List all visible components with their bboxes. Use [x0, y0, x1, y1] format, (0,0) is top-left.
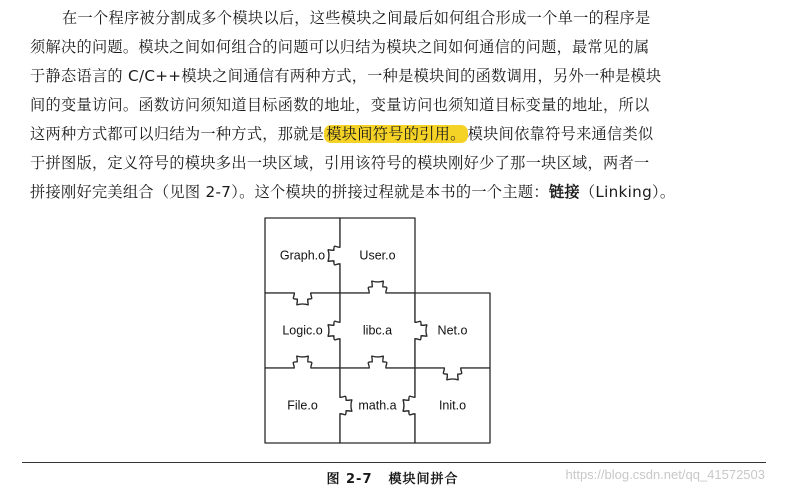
paragraph-line-7-start: 拼接刚好完美组合（见图 2-7）。这个模块的拼接过程就是本书的一个主题： [30, 183, 549, 201]
puzzle-piece-label: File.o [287, 398, 318, 413]
puzzle-piece-label: Net.o [437, 323, 468, 338]
paragraph-line-7-end: （Linking）。 [579, 183, 676, 201]
puzzle-piece-label: libc.a [362, 323, 393, 338]
caption-number: 图 2-7 [326, 472, 373, 487]
puzzle-piece-label: Init.o [438, 398, 467, 413]
watermark: https://blog.csdn.net/qq_41572503 [565, 467, 765, 482]
caption-rule [22, 462, 766, 463]
puzzle-piece-label: Graph.o [279, 248, 326, 263]
puzzle-piece-label: Logic.o [282, 323, 323, 338]
paragraph-line-5-end: 模块间依靠符号来通信类似 [467, 125, 654, 143]
paragraph-line-2: 须解决的问题。模块之间如何组合的问题可以归结为模块之间如何通信的问题，最常见的属 [30, 38, 650, 56]
paragraph-line-6: 于拼图版，定义符号的模块多出一块区域，引用该符号的模块刚好少了那一块区域，两者一 [30, 154, 650, 172]
caption-title: 模块间拼合 [388, 472, 459, 487]
puzzle-piece-label: math.a [358, 398, 397, 413]
paragraph-line-3: 于静态语言的 C/C++模块之间通信有两种方式，一种是模块间的函数调用，另外一种是模块 [30, 67, 662, 85]
linking-term: 链接 [548, 183, 580, 201]
paragraph-line-1: 在一个程序被分割成多个模块以后，这些模块之间最后如何组合形成一个单一的程序是 [62, 9, 651, 27]
puzzle-piece-label: User.o [359, 248, 396, 263]
paragraph-line-4: 间的变量访问。函数访问须知道目标函数的地址，变量访问也须知道目标变量的地址，所以 [30, 96, 650, 114]
highlighted-phrase: 模块间符号的引用。 [326, 125, 466, 143]
paragraph-line-5-start: 这两种方式都可以归结为一种方式，那就是 [30, 125, 325, 143]
